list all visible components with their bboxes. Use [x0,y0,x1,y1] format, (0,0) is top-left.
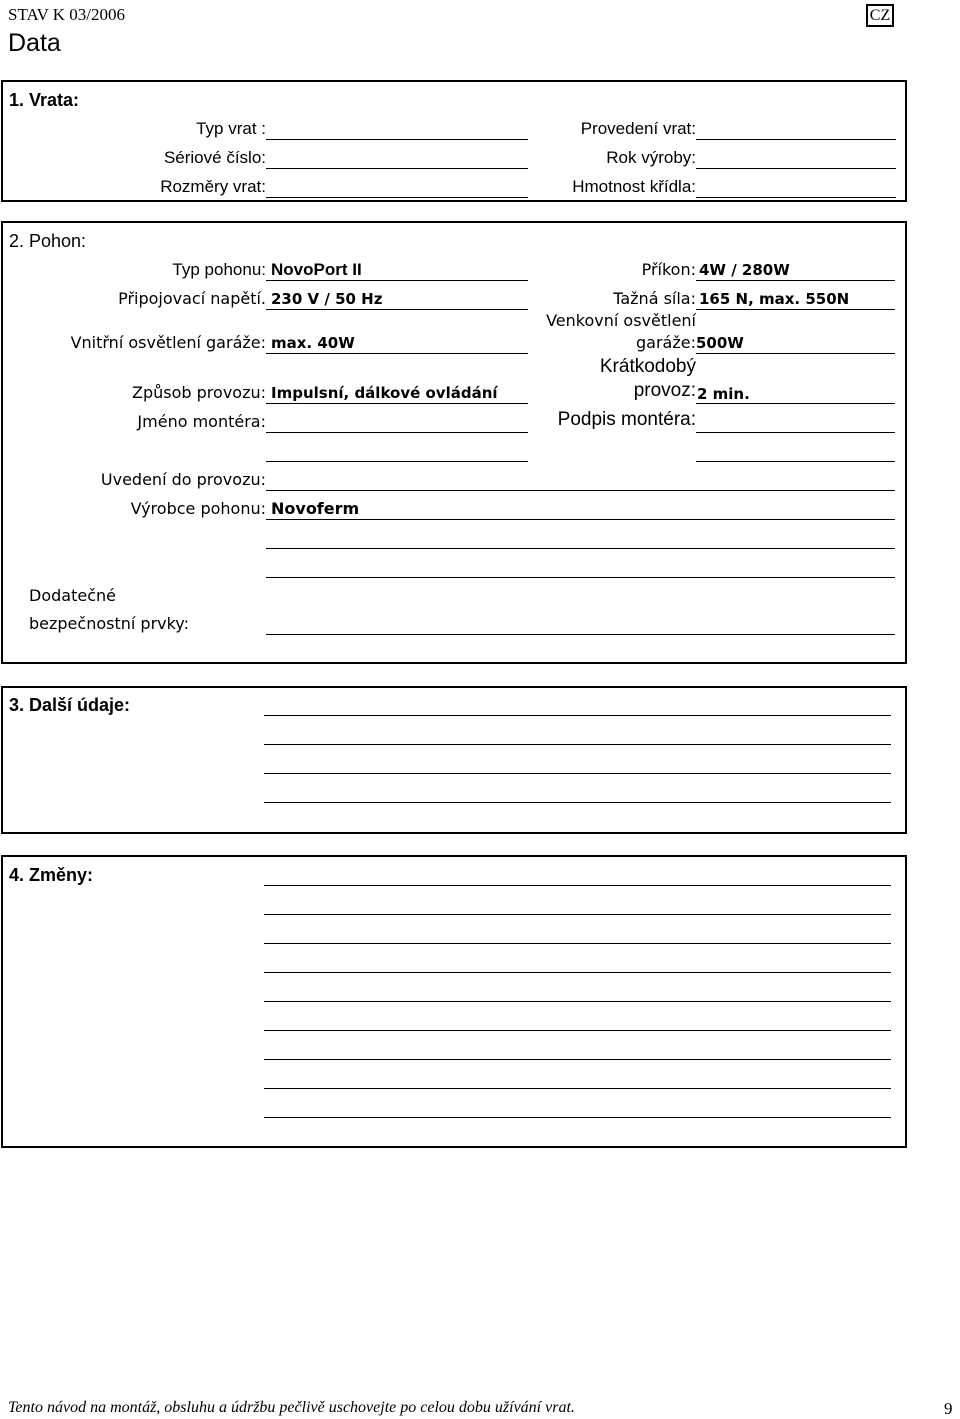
zmeny-line[interactable] [264,1059,891,1060]
zmeny-line[interactable] [264,943,891,944]
prikon-label: Příkon: [641,260,696,279]
pripojovaci-napeti-value: 230 V / 50 Hz [271,290,383,308]
uvedeni-do-provozu-field[interactable] [266,490,895,491]
zmeny-line[interactable] [264,1001,891,1002]
podpis-montera-field-2[interactable] [696,461,895,462]
uvedeni-do-provozu-label: Uvedení do provozu: [100,470,266,489]
page-title: Data [8,29,61,57]
zpusob-provozu-value: Impulsní, dálkové ovládání [271,384,498,402]
vyrobce-pohonu-field[interactable] [266,519,895,520]
podpis-montera-field[interactable] [696,432,895,433]
zmeny-line[interactable] [264,885,891,886]
hmotnost-kridla-field[interactable] [696,197,896,198]
pripojovaci-napeti-field[interactable] [266,309,528,310]
zmeny-line[interactable] [264,1088,891,1089]
vyrobce-pohonu-field-2[interactable] [266,548,895,549]
hmotnost-kridla-label: Hmotnost křídla: [572,177,696,196]
rozmery-vrat-field[interactable] [266,197,528,198]
tazna-sila-field[interactable] [696,309,895,310]
jmeno-montera-label: Jméno montéra: [137,412,266,431]
typ-pohonu-field[interactable] [266,280,528,281]
dodatecne-label-1: Dodatečné [29,586,116,605]
zpusob-provozu-label: Způsob provozu: [132,383,266,402]
jmeno-montera-field-2[interactable] [266,461,528,462]
document-code: STAV K 03/2006 [8,5,126,24]
prikon-field[interactable] [696,280,895,281]
zmeny-line[interactable] [264,1117,891,1118]
typ-vrat-field[interactable] [266,139,528,140]
zmeny-line[interactable] [264,972,891,973]
vyrobce-pohonu-field-3[interactable] [266,577,895,578]
venkovni-label-1: Venkovní osvětlení [546,311,696,330]
zpusob-provozu-field[interactable] [266,403,528,404]
rok-vyroby-field[interactable] [696,168,896,169]
seriove-cislo-label: Sériové číslo: [163,148,266,167]
kratkodoby-label-1: Krátkodobý [599,356,696,377]
dalsi-udaje-line[interactable] [264,715,891,716]
tazna-sila-label: Tažná síla: [613,289,696,308]
kratkodoby-value: 2 min. [697,385,750,403]
rozmery-vrat-label: Rozměry vrat: [160,177,266,196]
venkovni-label-2: garáže: [636,333,696,352]
dodatecne-label-2: bezpečnostní prvky: [29,614,189,633]
tazna-sila-value: 165 N, max. 550N [699,290,850,308]
rok-vyroby-label: Rok výroby: [606,148,696,167]
zmeny-line[interactable] [264,1030,891,1031]
vnitrni-osvetleni-value: max. 40W [271,334,355,352]
dalsi-udaje-line[interactable] [264,773,891,774]
vnitrni-osvetleni-label: Vnitřní osvětlení garáže: [70,333,266,352]
pripojovaci-napeti-label: Připojovací napětí. [118,289,266,308]
typ-vrat-label: Typ vrat : [196,119,266,138]
kratkodoby-label-2: provoz: [633,380,696,401]
vyrobce-pohonu-value: Novoferm [271,499,360,518]
prikon-value: 4W / 280W [699,261,790,279]
vnitrni-osvetleni-field[interactable] [266,353,528,354]
dalsi-udaje-line[interactable] [264,744,891,745]
section-pohon [1,221,907,664]
kratkodoby-field[interactable] [696,403,895,404]
seriove-cislo-field[interactable] [266,168,528,169]
vyrobce-pohonu-label: Výrobce pohonu: [130,499,266,518]
venkovni-value: 500W [696,334,744,352]
section-pohon-title: 2. Pohon: [9,231,87,251]
page-number: 9 [944,1399,953,1418]
section-dalsi-udaje [1,686,907,834]
provedeni-vrat-label: Provedení vrat: [580,119,696,138]
podpis-montera-label: Podpis montéra: [557,409,696,430]
typ-pohonu-value: NovoPort II [271,260,362,279]
section-vrata-title: 1. Vrata: [9,90,80,110]
dalsi-udaje-line[interactable] [264,802,891,803]
language-badge: CZ [866,4,894,27]
jmeno-montera-field[interactable] [266,432,528,433]
footer-note: Tento návod na montáž, obsluhu a údržbu pečlivě uschovejte po celou dobu užívání vrat. [8,1399,575,1416]
section-dalsi-udaje-title: 3. Další údaje: [9,695,131,715]
zmeny-line[interactable] [264,914,891,915]
typ-pohonu-label: Typ pohonu: [172,260,266,279]
venkovni-field[interactable] [696,353,895,354]
provedeni-vrat-field[interactable] [696,139,896,140]
section-zmeny-title: 4. Změny: [9,865,94,885]
dodatecne-field[interactable] [266,634,895,635]
